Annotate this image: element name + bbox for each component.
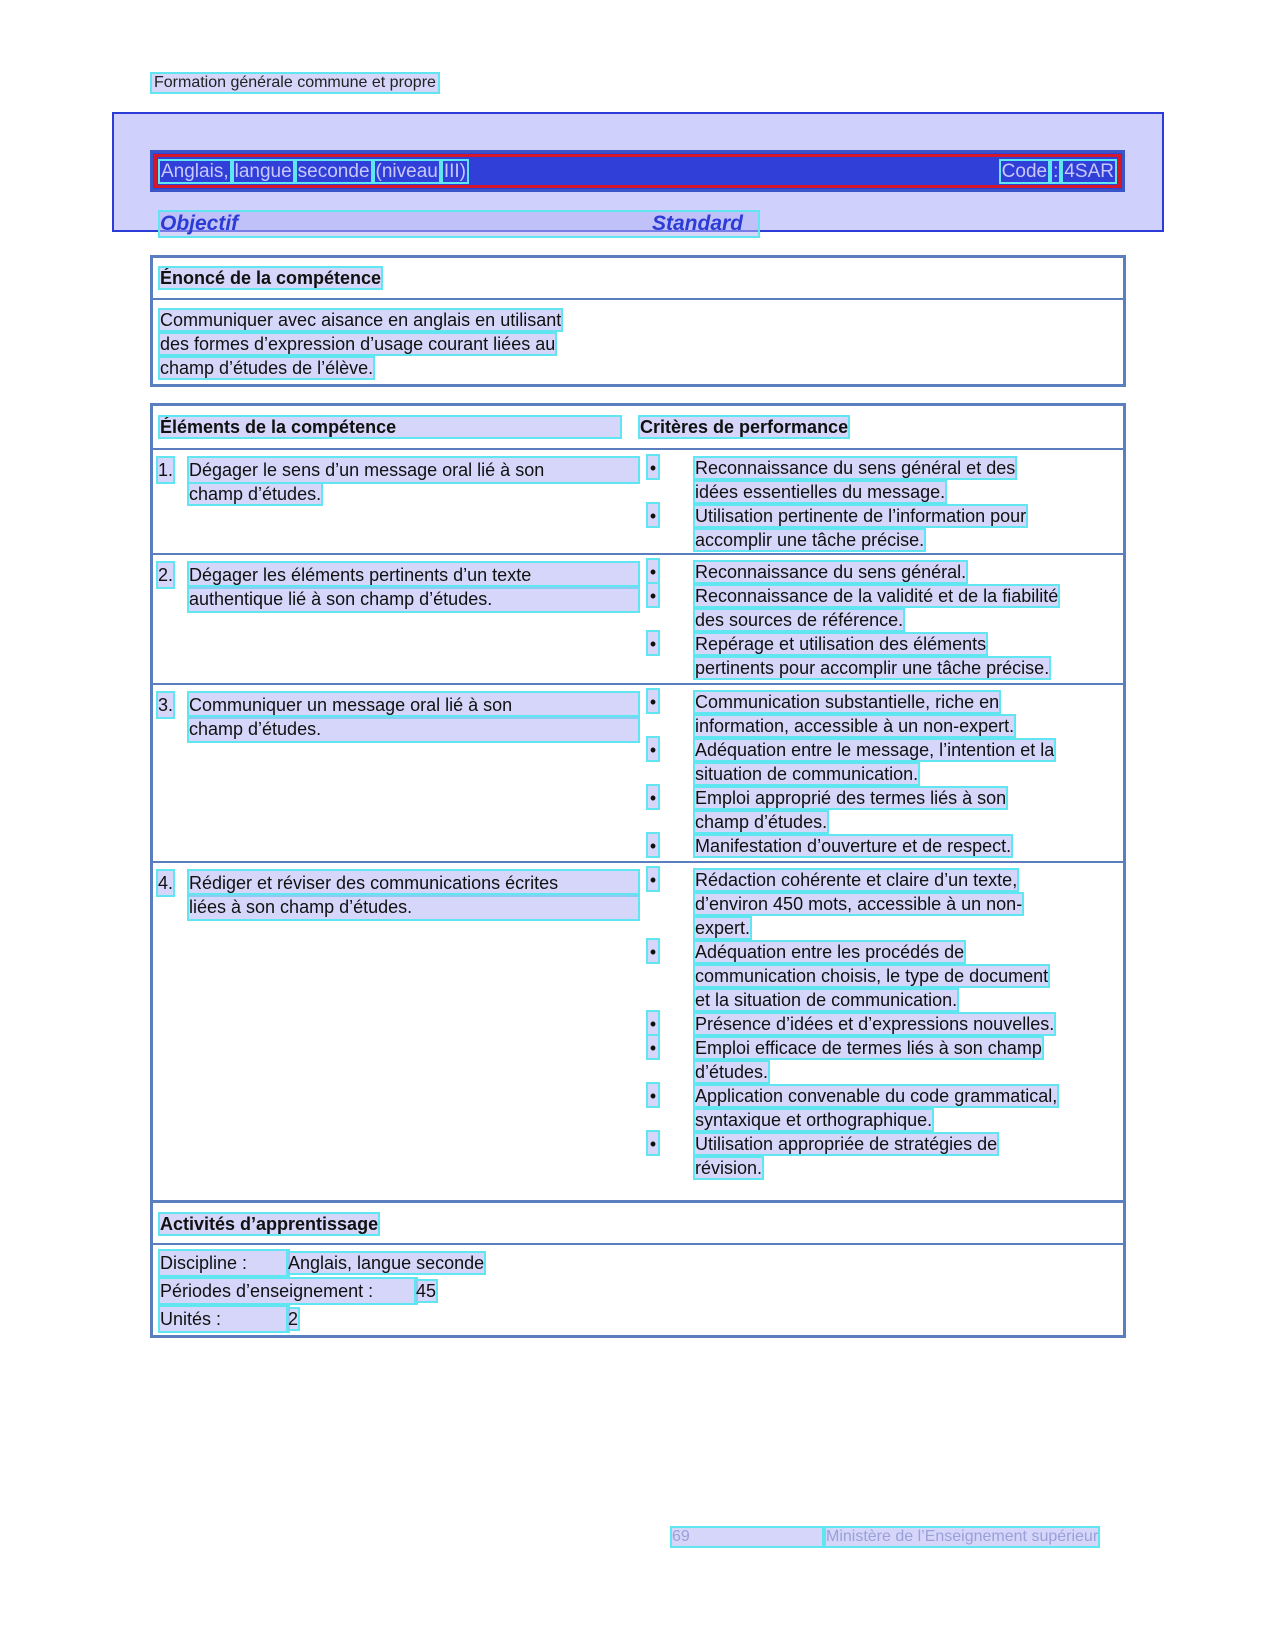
- criterion: [648, 504, 1108, 552]
- bullet-icon: •: [649, 942, 657, 962]
- criterion-line: Utilisation pertinente de l’information pour: [695, 506, 1027, 526]
- criterion-line: révision.: [695, 1158, 763, 1178]
- criterion-line: d’études.: [695, 1062, 769, 1082]
- course-code-word: 4SAR: [1064, 161, 1114, 182]
- element-line: Rédiger et réviser des communications écrites: [189, 871, 638, 895]
- element-row-4: [153, 861, 1123, 1200]
- criterion-line: Reconnaissance de la validité et de la fiabilité: [695, 586, 1059, 606]
- bullet-icon: •: [649, 1134, 657, 1154]
- criterion-line: idées essentielles du message.: [695, 482, 946, 502]
- course-title-word: seconde: [297, 161, 370, 182]
- enonce-box: [150, 255, 1126, 387]
- bullet-icon: •: [649, 692, 657, 712]
- criterion: [648, 738, 1108, 786]
- discipline-value: Anglais, langue seconde: [288, 1253, 485, 1273]
- bullet-icon: •: [649, 836, 657, 856]
- unites-row: [160, 1307, 760, 1335]
- criterion-line: d’environ 450 mots, accessible à un non-: [695, 894, 1023, 914]
- criterion-line: des sources de référence.: [695, 610, 904, 630]
- course-title-word: III): [443, 161, 467, 182]
- criterion-line: Communication substantielle, riche en: [695, 692, 1000, 712]
- criterion-line: Repérage et utilisation des éléments: [695, 634, 987, 654]
- periodes-row: [160, 1279, 760, 1307]
- bullet-icon: •: [649, 562, 657, 582]
- criterion-line: Manifestation d’ouverture et de respect.: [695, 836, 1012, 856]
- criteria-list: [648, 690, 1108, 858]
- element-row-3: [153, 683, 1123, 861]
- criterion: [648, 632, 1108, 680]
- course-code: [997, 161, 1115, 183]
- activites-box: [150, 1200, 1126, 1338]
- unites-label: Unités :: [160, 1307, 288, 1331]
- criterion-line: Adéquation entre les procédés de: [695, 942, 965, 962]
- activites-details: [160, 1251, 760, 1335]
- periodes-value: 45: [416, 1281, 437, 1301]
- criterion-line: Reconnaissance du sens général.: [695, 562, 967, 582]
- criterion: [648, 786, 1108, 834]
- footer-ministry: Ministère de l’Enseignement supérieur: [826, 1528, 1099, 1545]
- bullet-icon: •: [649, 586, 657, 606]
- activites-heading: Activités d’apprentissage: [160, 1214, 379, 1234]
- criterion-line: information, accessible à un non-expert.: [695, 716, 1015, 736]
- elements-heading: Éléments de la compétence: [160, 417, 620, 437]
- course-title: [160, 161, 471, 183]
- criterion-line: syntaxique et orthographique.: [695, 1110, 933, 1130]
- criterion: [648, 1132, 1108, 1180]
- criterion-line: Présence d’idées et d’expressions nouvelles.: [695, 1014, 1055, 1034]
- criteria-list: [648, 456, 1108, 552]
- criterion-line: accomplir une tâche précise.: [695, 530, 925, 550]
- elements-header: [153, 406, 1123, 448]
- criterion: [648, 584, 1108, 632]
- element-line: champ d’études.: [189, 717, 638, 741]
- criterion-line: Emploi approprié des termes liés à son: [695, 788, 1007, 808]
- bullet-icon: •: [649, 1086, 657, 1106]
- criterion-line: champ d’études.: [695, 812, 828, 832]
- criterion-line: Application convenable du code grammatical,: [695, 1086, 1058, 1106]
- criterion: [648, 456, 1108, 504]
- course-title-word: (niveau: [375, 161, 438, 182]
- bullet-icon: •: [649, 458, 657, 478]
- criterion: [648, 1084, 1108, 1132]
- bullet-icon: •: [649, 1038, 657, 1058]
- criterion-line: Reconnaissance du sens général et des: [695, 458, 1016, 478]
- objectif-label: Objectif: [160, 212, 239, 235]
- criterion-line: Utilisation appropriée de stratégies de: [695, 1134, 998, 1154]
- element-row-1: [153, 448, 1123, 553]
- criterion: [648, 868, 1108, 940]
- criteria-list: [648, 868, 1108, 1180]
- element-number: 4.: [158, 873, 174, 893]
- page-number: 69: [672, 1528, 822, 1546]
- element-row-2: [153, 553, 1123, 683]
- enonce-line: des formes d’expression d’usage courant liées au: [160, 334, 556, 354]
- element-line: authentique lié à son champ d’études.: [189, 587, 638, 611]
- criterion-line: Adéquation entre le message, l’intention et la: [695, 740, 1055, 760]
- discipline-label: Discipline :: [160, 1251, 288, 1275]
- criterion-line: expert.: [695, 918, 751, 938]
- course-title-word: Anglais,: [161, 161, 229, 182]
- course-title-word: langue: [234, 161, 292, 182]
- criterion: [648, 1036, 1108, 1084]
- criterion-line: et la situation de communication.: [695, 990, 958, 1010]
- unites-value: 2: [288, 1309, 299, 1329]
- element-number: 3.: [158, 695, 174, 715]
- criterion: [648, 560, 1108, 584]
- criterion: [648, 1012, 1108, 1036]
- objectif-standard-header: [160, 212, 758, 236]
- criterion-line: pertinents pour accomplir une tâche précise.: [695, 658, 1050, 678]
- standard-label: Standard: [652, 212, 744, 235]
- bullet-icon: •: [649, 740, 657, 760]
- element-line: champ d’études.: [189, 484, 322, 504]
- element-line: Dégager le sens d’un message oral lié à son: [189, 458, 638, 482]
- criteria-list: [648, 560, 1108, 680]
- enonce-header: [153, 258, 1123, 300]
- bullet-icon: •: [649, 634, 657, 654]
- element-line: liées à son champ d’études.: [189, 895, 638, 919]
- criteria-heading: Critères de performance: [640, 417, 849, 437]
- periodes-label: Périodes d’enseignement :: [160, 1279, 416, 1303]
- criterion-line: Emploi efficace de termes liés à son champ: [695, 1038, 1042, 1058]
- criterion: [648, 690, 1108, 738]
- bullet-icon: •: [649, 788, 657, 808]
- bullet-icon: •: [649, 1014, 657, 1034]
- element-number: 1.: [158, 460, 174, 480]
- criterion: [648, 834, 1108, 858]
- activites-header: [153, 1203, 1123, 1245]
- elements-box: [150, 403, 1126, 1203]
- element-number: 2.: [158, 565, 174, 585]
- bullet-icon: •: [649, 506, 657, 526]
- criterion-line: situation de communication.: [695, 764, 919, 784]
- section-label: Formation générale commune et propre: [154, 74, 436, 91]
- enonce-heading: Énoncé de la compétence: [160, 268, 382, 288]
- criterion-line: Rédaction cohérente et claire d’un texte,: [695, 870, 1018, 890]
- discipline-row: [160, 1251, 760, 1279]
- course-code-word: Code: [1001, 161, 1048, 182]
- enonce-line: Communiquer avec aisance en anglais en utilisant: [160, 310, 562, 330]
- criterion: [648, 940, 1108, 1012]
- criterion-line: communication choisis, le type de document: [695, 966, 1049, 986]
- element-line: Dégager les éléments pertinents d’un texte: [189, 563, 638, 587]
- course-code-word: :: [1053, 161, 1059, 182]
- enonce-line: champ d’études de l’élève.: [160, 358, 374, 378]
- bullet-icon: •: [649, 870, 657, 890]
- enonce-text: [160, 308, 561, 380]
- element-line: Communiquer un message oral lié à son: [189, 693, 638, 717]
